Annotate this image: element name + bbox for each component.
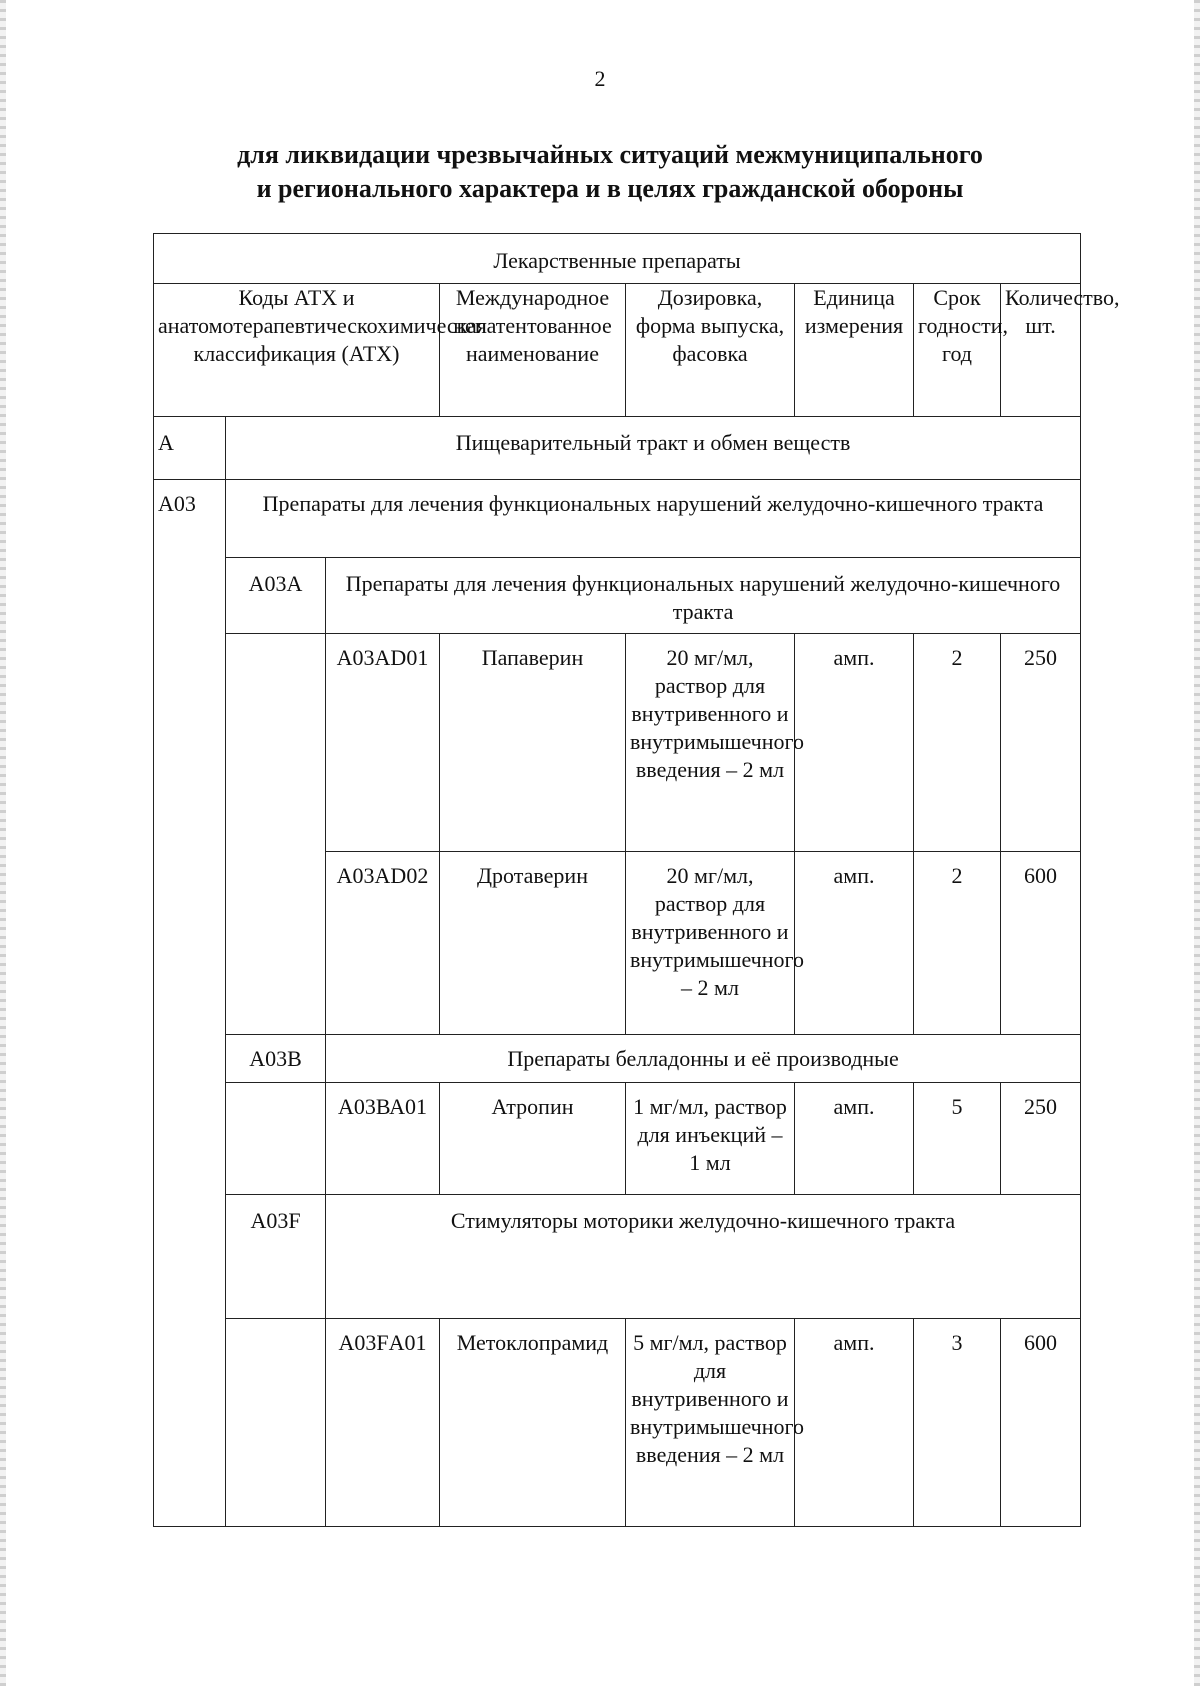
scan-edge-left	[0, 0, 6, 1686]
header-atc: Коды АТХ и анатомотерапевтическохимическая классификация (АТХ)	[154, 284, 440, 417]
item-dosage: 20 мг/мл, раствор для внутривенного и внутримышечного – 2 мл	[626, 852, 795, 1035]
item-quantity: 600	[1001, 1319, 1081, 1527]
medicines-table	[153, 233, 1120, 1527]
item-dosage: 1 мг/мл, раствор для инъекций – 1 мл	[626, 1083, 795, 1195]
item-shelf-life: 5	[914, 1083, 1001, 1195]
item-code: А03AD01	[326, 634, 440, 852]
table-row	[154, 1083, 1081, 1195]
table-row	[154, 480, 1081, 558]
item-quantity: 250	[1001, 1083, 1081, 1195]
subgroup-code: А03А	[226, 558, 326, 634]
item-shelf-life: 2	[914, 852, 1001, 1035]
item-shelf-life: 3	[914, 1319, 1001, 1527]
subgroup-name: Препараты белладонны и её производные	[326, 1035, 1081, 1083]
empty-cell	[226, 1319, 326, 1527]
item-dosage: 20 мг/мл, раствор для внутривенного и внутримышечного введения – 2 мл	[626, 634, 795, 852]
item-inn: Атропин	[440, 1083, 626, 1195]
item-inn: Метоклопрамид	[440, 1319, 626, 1527]
item-quantity: 250	[1001, 634, 1081, 852]
empty-cell	[226, 634, 326, 1035]
item-unit: амп.	[795, 852, 914, 1035]
header-quantity: Количество, шт.	[1001, 284, 1081, 417]
item-code: А03FА01	[326, 1319, 440, 1527]
subgroup-code: А03В	[226, 1035, 326, 1083]
item-code: А03ВА01	[326, 1083, 440, 1195]
table-row	[154, 1195, 1081, 1319]
item-unit: амп.	[795, 1083, 914, 1195]
item-inn: Дротаверин	[440, 852, 626, 1035]
document-title	[120, 138, 1100, 206]
table-row	[154, 1319, 1081, 1527]
table-row	[154, 1035, 1081, 1083]
table-row	[154, 558, 1081, 634]
group-code: А	[154, 417, 226, 480]
section-title-cell: Лекарственные препараты	[154, 234, 1081, 284]
header-shelf-life: Срок годности, год	[914, 284, 1001, 417]
page-number: 2	[594, 66, 606, 91]
header-inn: Международное непатентованное наименование	[440, 284, 626, 417]
group-code: А03	[154, 480, 226, 1527]
item-inn: Папаверин	[440, 634, 626, 852]
item-unit: амп.	[795, 1319, 914, 1527]
header-dosage: Дозировка, форма выпуска, фасовка	[626, 284, 795, 417]
item-dosage: 5 мг/мл, раствор для внутривенного и внутримышечного введения – 2 мл	[626, 1319, 795, 1527]
subgroup-name: Препараты для лечения функциональных нарушений желудочно-кишечного тракта	[326, 558, 1081, 634]
item-shelf-life: 2	[914, 634, 1001, 852]
item-code: А03AD02	[326, 852, 440, 1035]
empty-cell	[226, 1083, 326, 1195]
title-line-2: и регионального характера и в целях гражданской обороны	[256, 174, 964, 203]
item-unit: амп.	[795, 634, 914, 852]
group-name: Пищеварительный тракт и обмен веществ	[226, 417, 1081, 480]
title-line-1: для ликвидации чрезвычайных ситуаций межмуниципального	[237, 140, 983, 169]
subgroup-code: А03F	[226, 1195, 326, 1319]
subgroup-name: Стимуляторы моторики желудочно-кишечного тракта	[326, 1195, 1081, 1319]
group-name: Препараты для лечения функциональных нарушений желудочно-кишечного тракта	[226, 480, 1081, 558]
item-quantity: 600	[1001, 852, 1081, 1035]
header-unit: Единица измерения	[795, 284, 914, 417]
scan-edge-right	[1194, 0, 1200, 1686]
table-row	[154, 417, 1081, 480]
table-row	[154, 634, 1081, 852]
